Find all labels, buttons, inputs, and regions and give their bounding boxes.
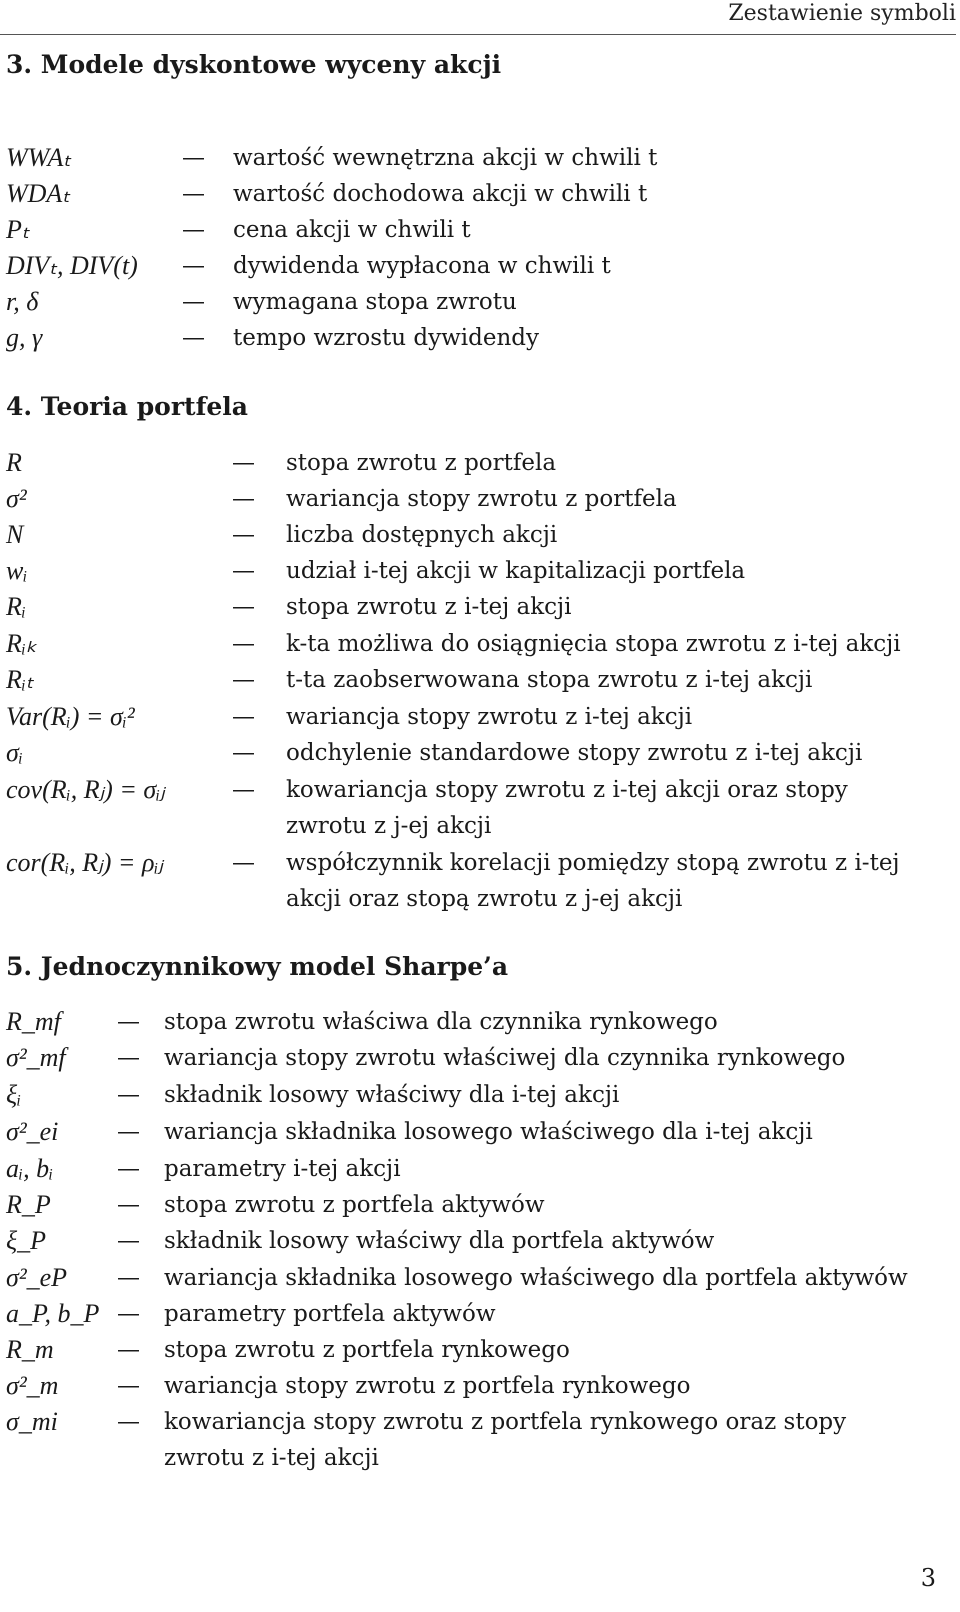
symbol: Rᵢ — [6, 592, 26, 621]
em-dash: — — [232, 850, 255, 876]
em-dash: — — [117, 1192, 140, 1218]
symbol: ξᵢ — [6, 1080, 22, 1109]
em-dash: — — [182, 253, 205, 279]
page-number: 3 — [920, 1564, 936, 1592]
em-dash: — — [117, 1265, 140, 1291]
symbol-description: wariancja stopy zwrotu właściwej dla czynnika rynkowego — [164, 1045, 846, 1071]
section-heading: 3. Modele dyskontowe wyceny akcji — [6, 50, 502, 79]
symbol: R — [6, 448, 22, 477]
em-dash: — — [117, 1301, 140, 1327]
symbol: σᵢ — [6, 738, 23, 767]
symbol-description: kowariancja stopy zwrotu z i-tej akcji oraz stopy zwrotu z j-ej akcji — [286, 777, 848, 839]
symbol: Var(Rᵢ) = σᵢ² — [6, 702, 135, 731]
symbol: σ²_ei — [6, 1117, 59, 1146]
symbol: DIVₜ, DIV(t) — [6, 251, 138, 280]
symbol-description: stopa zwrotu z portfela aktywów — [164, 1192, 545, 1218]
symbol: Rᵢₜ — [6, 665, 34, 694]
symbol: cov(Rᵢ, Rⱼ) = σᵢⱼ — [6, 775, 165, 804]
symbol: WWAₜ — [6, 143, 72, 172]
symbol-description: k-ta możliwa do osiągnięcia stopa zwrotu z i-tej akcji — [286, 631, 901, 657]
symbol-description: wartość wewnętrzna akcji w chwili t — [233, 145, 658, 171]
em-dash: — — [232, 704, 255, 730]
symbol: R_mf — [6, 1007, 61, 1036]
symbol: a_P, b_P — [6, 1299, 100, 1328]
symbol-description: liczba dostępnych akcji — [286, 522, 558, 548]
symbol: σ_mi — [6, 1407, 58, 1436]
em-dash: — — [232, 777, 255, 803]
symbol: σ²_mf — [6, 1043, 66, 1072]
symbol-description: kowariancja stopy zwrotu z portfela rynkowego oraz stopy zwrotu z i-tej akcji — [164, 1409, 847, 1471]
symbol-description: stopa zwrotu właściwa dla czynnika rynkowego — [164, 1009, 718, 1035]
em-dash: — — [182, 181, 205, 207]
symbol-description: wariancja składnika losowego właściwego dla i-tej akcji — [164, 1119, 813, 1145]
symbol: ξ_P — [6, 1226, 47, 1255]
symbol: Pₜ — [6, 215, 30, 244]
symbol: cor(Rᵢ, Rⱼ) = ρᵢⱼ — [6, 848, 164, 877]
symbol-description: wariancja stopy zwrotu z i-tej akcji — [286, 704, 693, 730]
em-dash: — — [117, 1409, 140, 1435]
em-dash: — — [182, 217, 205, 243]
em-dash: — — [117, 1373, 140, 1399]
symbol-description: cena akcji w chwili t — [233, 217, 471, 243]
symbol-description: t-ta zaobserwowana stopa zwrotu z i-tej akcji — [286, 667, 813, 693]
em-dash: — — [232, 740, 255, 766]
symbol: R_m — [6, 1335, 54, 1364]
symbol: aᵢ, bᵢ — [6, 1154, 54, 1183]
em-dash: — — [232, 522, 255, 548]
symbol-description: parametry portfela aktywów — [164, 1301, 496, 1327]
symbol-description: wartość dochodowa akcji w chwili t — [233, 181, 648, 207]
symbol: R_P — [6, 1190, 51, 1219]
symbol: wᵢ — [6, 556, 28, 585]
symbol-description: stopa zwrotu z portfela — [286, 450, 557, 476]
symbol-description: stopa zwrotu z i-tej akcji — [286, 594, 572, 620]
em-dash: — — [182, 325, 205, 351]
symbol: Rᵢₖ — [6, 629, 38, 658]
symbol-description: tempo wzrostu dywidendy — [233, 325, 539, 351]
running-header — [0, 0, 956, 35]
symbol: WDAₜ — [6, 179, 70, 208]
symbol-description: wariancja stopy zwrotu z portfela — [286, 486, 677, 512]
symbol-description: parametry i-tej akcji — [164, 1156, 401, 1182]
em-dash: — — [117, 1337, 140, 1363]
symbol-description: składnik losowy właściwy dla portfela aktywów — [164, 1228, 715, 1254]
section-heading: 4. Teoria portfela — [6, 392, 248, 421]
symbol-description: dywidenda wypłacona w chwili t — [233, 253, 611, 279]
section-heading: 5. Jednoczynnikowy model Sharpe’a — [6, 952, 509, 981]
em-dash: — — [117, 1009, 140, 1035]
em-dash: — — [117, 1045, 140, 1071]
symbol: σ²_m — [6, 1371, 59, 1400]
symbol-description: składnik losowy właściwy dla i-tej akcji — [164, 1082, 620, 1108]
em-dash: — — [232, 558, 255, 584]
symbol-description: udział i-tej akcji w kapitalizacji portfela — [286, 558, 746, 584]
symbol: σ² — [6, 484, 27, 513]
em-dash: — — [232, 667, 255, 693]
symbol: r, δ — [6, 287, 39, 316]
symbol-description: odchylenie standardowe stopy zwrotu z i-tej akcji — [286, 740, 863, 766]
em-dash: — — [232, 594, 255, 620]
em-dash: — — [182, 289, 205, 315]
em-dash: — — [232, 450, 255, 476]
symbol-description: wymagana stopa zwrotu — [233, 289, 517, 315]
symbol-description: wariancja stopy zwrotu z portfela rynkowego — [164, 1373, 691, 1399]
symbol: σ²_eP — [6, 1263, 68, 1292]
em-dash: — — [117, 1082, 140, 1108]
symbol-description: wariancja składnika losowego właściwego dla portfela aktywów — [164, 1265, 908, 1291]
running-header-title: Zestawienie symboli — [728, 1, 956, 26]
em-dash: — — [117, 1228, 140, 1254]
em-dash: — — [182, 145, 205, 171]
em-dash: — — [232, 486, 255, 512]
symbol-description: współczynnik korelacji pomiędzy stopą zwrotu z i-tej akcji oraz stopą zwrotu z j-ej akcji — [286, 850, 900, 912]
symbol: N — [6, 520, 24, 549]
em-dash: — — [117, 1119, 140, 1145]
symbol-description: stopa zwrotu z portfela rynkowego — [164, 1337, 570, 1363]
em-dash: — — [117, 1156, 140, 1182]
em-dash: — — [232, 631, 255, 657]
symbol: g, γ — [6, 323, 43, 352]
